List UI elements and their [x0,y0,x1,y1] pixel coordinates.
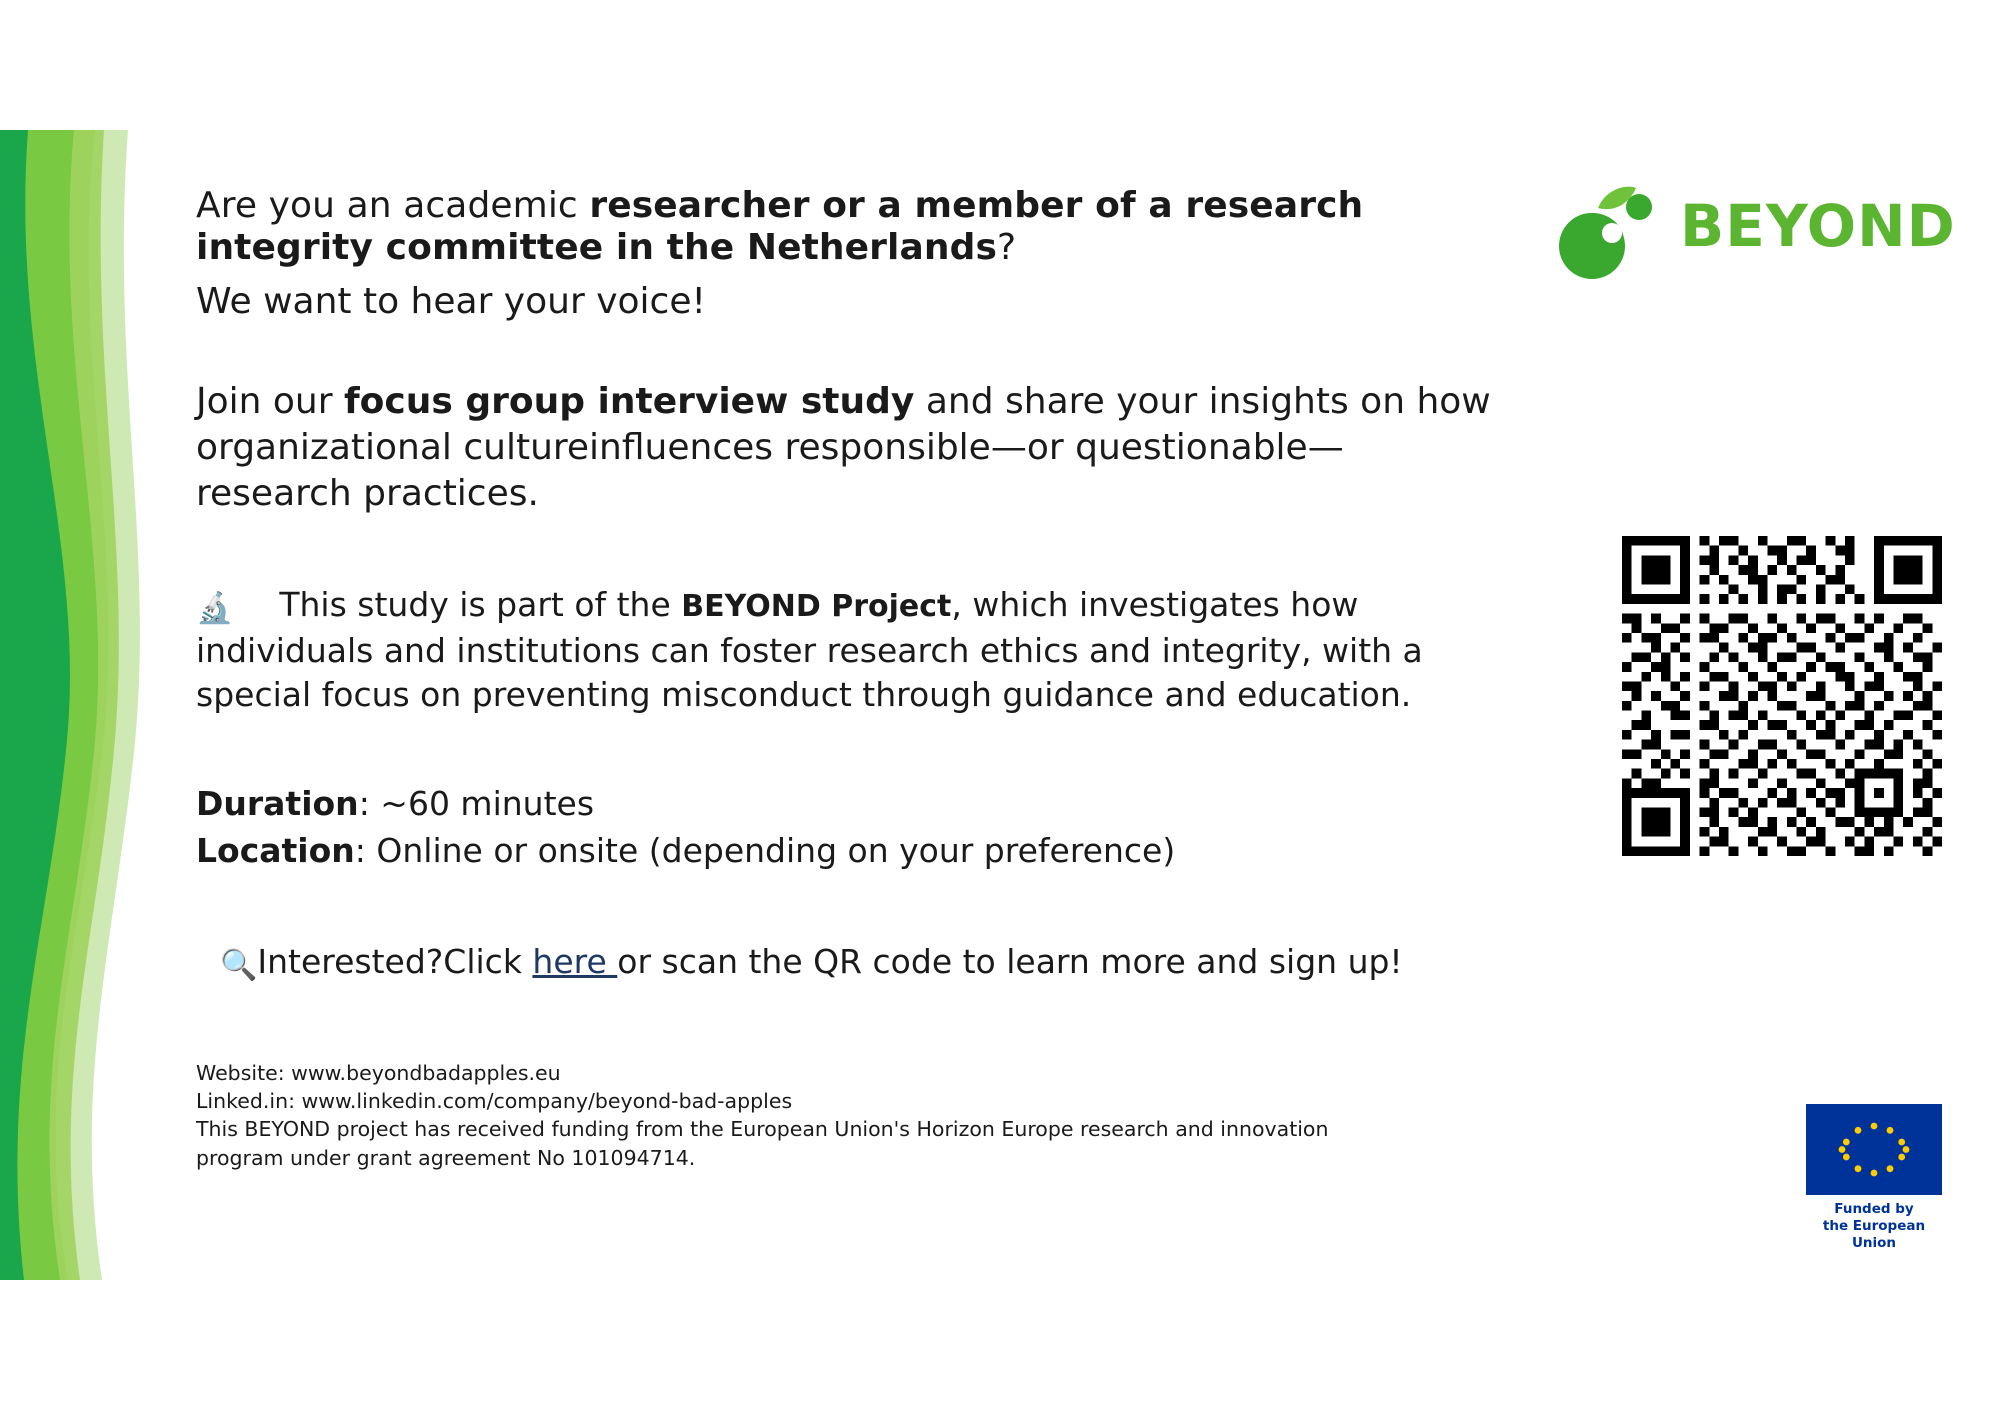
call-to-action [220,941,1506,985]
session-details [196,781,1506,875]
eu-caption-line1: Funded by [1834,1201,1914,1217]
location-label: Location [196,830,355,870]
beyond-wordmark: BEYOND [1680,192,1956,260]
apple-leaf-icon [1540,178,1670,283]
decorative-green-ribbon [0,130,160,1280]
headline-plain-start: Are you an academic [196,185,590,226]
cta-after-text: or scan the QR code to learn more and sign up! [617,941,1403,981]
beyond-logo [1540,178,1956,283]
study-rest-text: , which investigates how individuals and institutions can foster research ethics and integrity, with a special focus on preventing misconduct through guidance and education. [196,585,1423,715]
eu-flag-icon [1806,1104,1942,1195]
eu-caption-line2: the European Union [1822,1217,1926,1251]
fineprint-linkedin: Linked.in: www.linkedin.com/company/beyond-bad-apples [196,1089,793,1113]
subheadline: We want to hear your voice! [196,280,706,322]
microscope-icon: 🔬 [196,591,234,627]
magnifier-icon: 🔍 [220,947,258,983]
invitation-plain-start: Join our [196,381,344,423]
duration-label: Duration [196,784,359,823]
study-description [196,583,1506,717]
cta-before-text: Interested?Click [257,941,533,981]
headline-plain-end: ? [997,227,1017,269]
eu-funding-badge [1801,1104,1947,1251]
invitation-plain-end: and share your insights on how organizational cultureinfluences responsible—or questionable— research practices. [196,381,1491,515]
qr-code[interactable] [1622,536,1942,856]
location-value: : Online or onsite (depending on your preference) [354,830,1176,870]
study-project-name: BEYOND Project [681,589,952,625]
fineprint-website: Website: www.beyondbadapples.eu [196,1060,561,1085]
fineprint-funding: This BEYOND project has received funding from the European Union's Horizon Europe research and innovation program under grant agreement No 101094714. [196,1117,1329,1170]
invitation-bold: focus group interview study [344,381,915,423]
duration-value: : ~60 minutes [358,784,595,823]
invitation-paragraph [196,379,1506,517]
here-link[interactable]: here [532,941,618,981]
study-lead-text: This study is part of the [279,585,682,625]
eu-badge-caption [1801,1201,1947,1252]
fineprint [196,1059,1376,1172]
headline [196,185,1506,270]
headline-bold: researcher or a member of a research integrity committee in the Netherlands [196,185,1364,269]
poster-content [196,185,1506,1172]
